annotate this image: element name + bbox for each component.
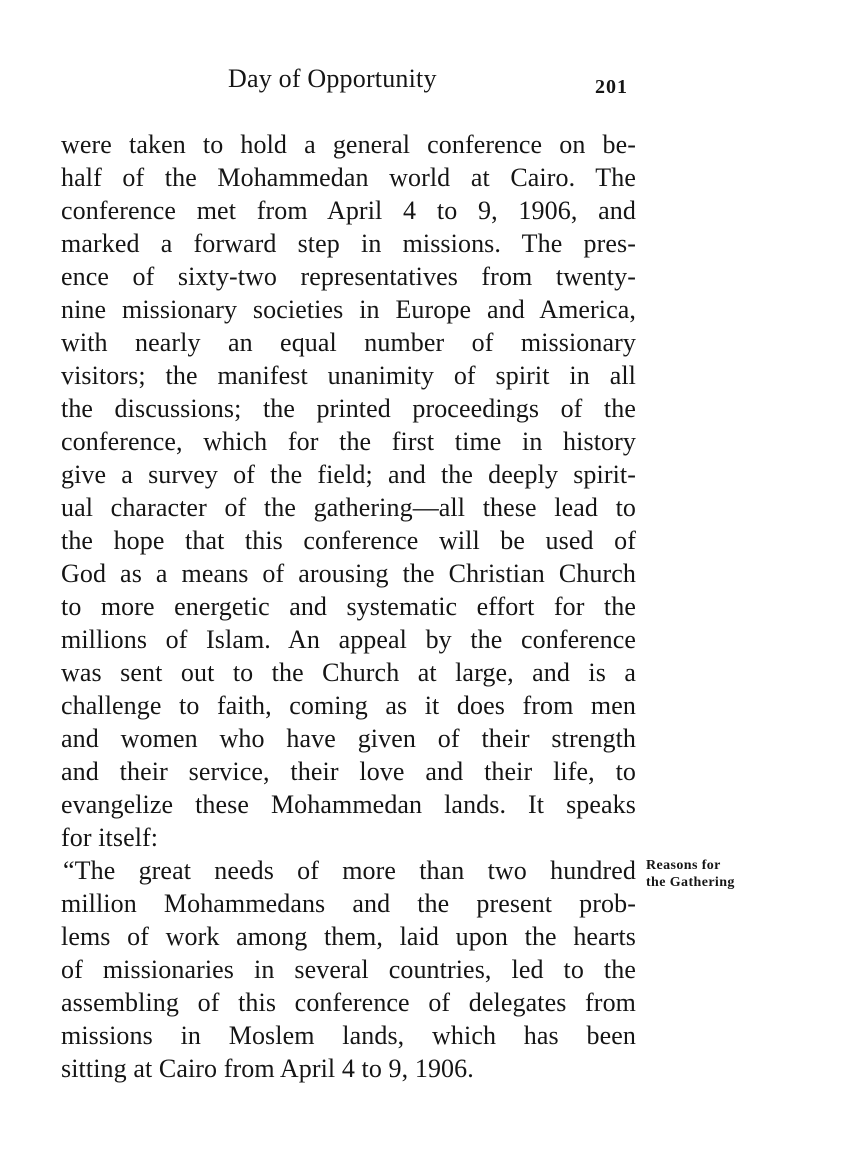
- page-number: 201: [595, 76, 628, 98]
- quote-line: million Mohammedans and the present prob-: [61, 889, 636, 918]
- text-line: God as a means of arousing the Christian Church: [61, 559, 636, 588]
- text-line: with nearly an equal number of missionary: [61, 328, 636, 357]
- text-line: nine missionary societies in Europe and America,: [61, 295, 636, 324]
- side-note-line: Reasons for: [646, 858, 721, 873]
- text-line: millions of Islam. An appeal by the conference: [61, 625, 636, 654]
- quote-line: assembling of this conference of delegates from: [61, 988, 636, 1017]
- text-line: was sent out to the Church at large, and is a: [61, 658, 636, 687]
- text-line: challenge to faith, coming as it does from men: [61, 691, 636, 720]
- text-line: and their service, their love and their life, to: [61, 757, 636, 786]
- text-line: and women who have given of their strength: [61, 724, 636, 753]
- text-line: ence of sixty-two representatives from twenty-: [61, 262, 636, 291]
- text-line: marked a forward step in missions. The pres-: [61, 229, 636, 258]
- text-line: to more energetic and systematic effort for the: [61, 592, 636, 621]
- text-line: the discussions; the printed proceedings of the: [61, 394, 636, 423]
- text-line: ual character of the gathering—all these lead to: [61, 493, 636, 522]
- text-line: conference, which for the first time in history: [61, 427, 636, 456]
- quote-line: missions in Moslem lands, which has been: [61, 1021, 636, 1050]
- quote-line: of missionaries in several countries, led to the: [61, 955, 636, 984]
- text-line: conference met from April 4 to 9, 1906, and: [61, 196, 636, 225]
- quote-line: “The great needs of more than two hundred: [63, 856, 636, 885]
- text-line: half of the Mohammedan world at Cairo. The: [61, 163, 636, 192]
- quote-line: sitting at Cairo from April 4 to 9, 1906.: [61, 1054, 474, 1083]
- quote-line: lems of work among them, laid upon the hearts: [61, 922, 636, 951]
- text-line: give a survey of the field; and the deeply spirit-: [61, 460, 636, 489]
- side-note: [646, 857, 735, 891]
- body-text: [61, 128, 636, 1085]
- running-head: Day of Opportunity: [228, 64, 437, 93]
- text-line: were taken to hold a general conference on be-: [61, 130, 636, 159]
- text-line: for itself:: [61, 823, 159, 852]
- side-note-line: the Gathering: [646, 875, 735, 890]
- text-line: the hope that this conference will be used of: [61, 526, 636, 555]
- text-line: visitors; the manifest unanimity of spirit in all: [61, 361, 636, 390]
- text-line: evangelize these Mohammedan lands. It speaks: [61, 790, 636, 819]
